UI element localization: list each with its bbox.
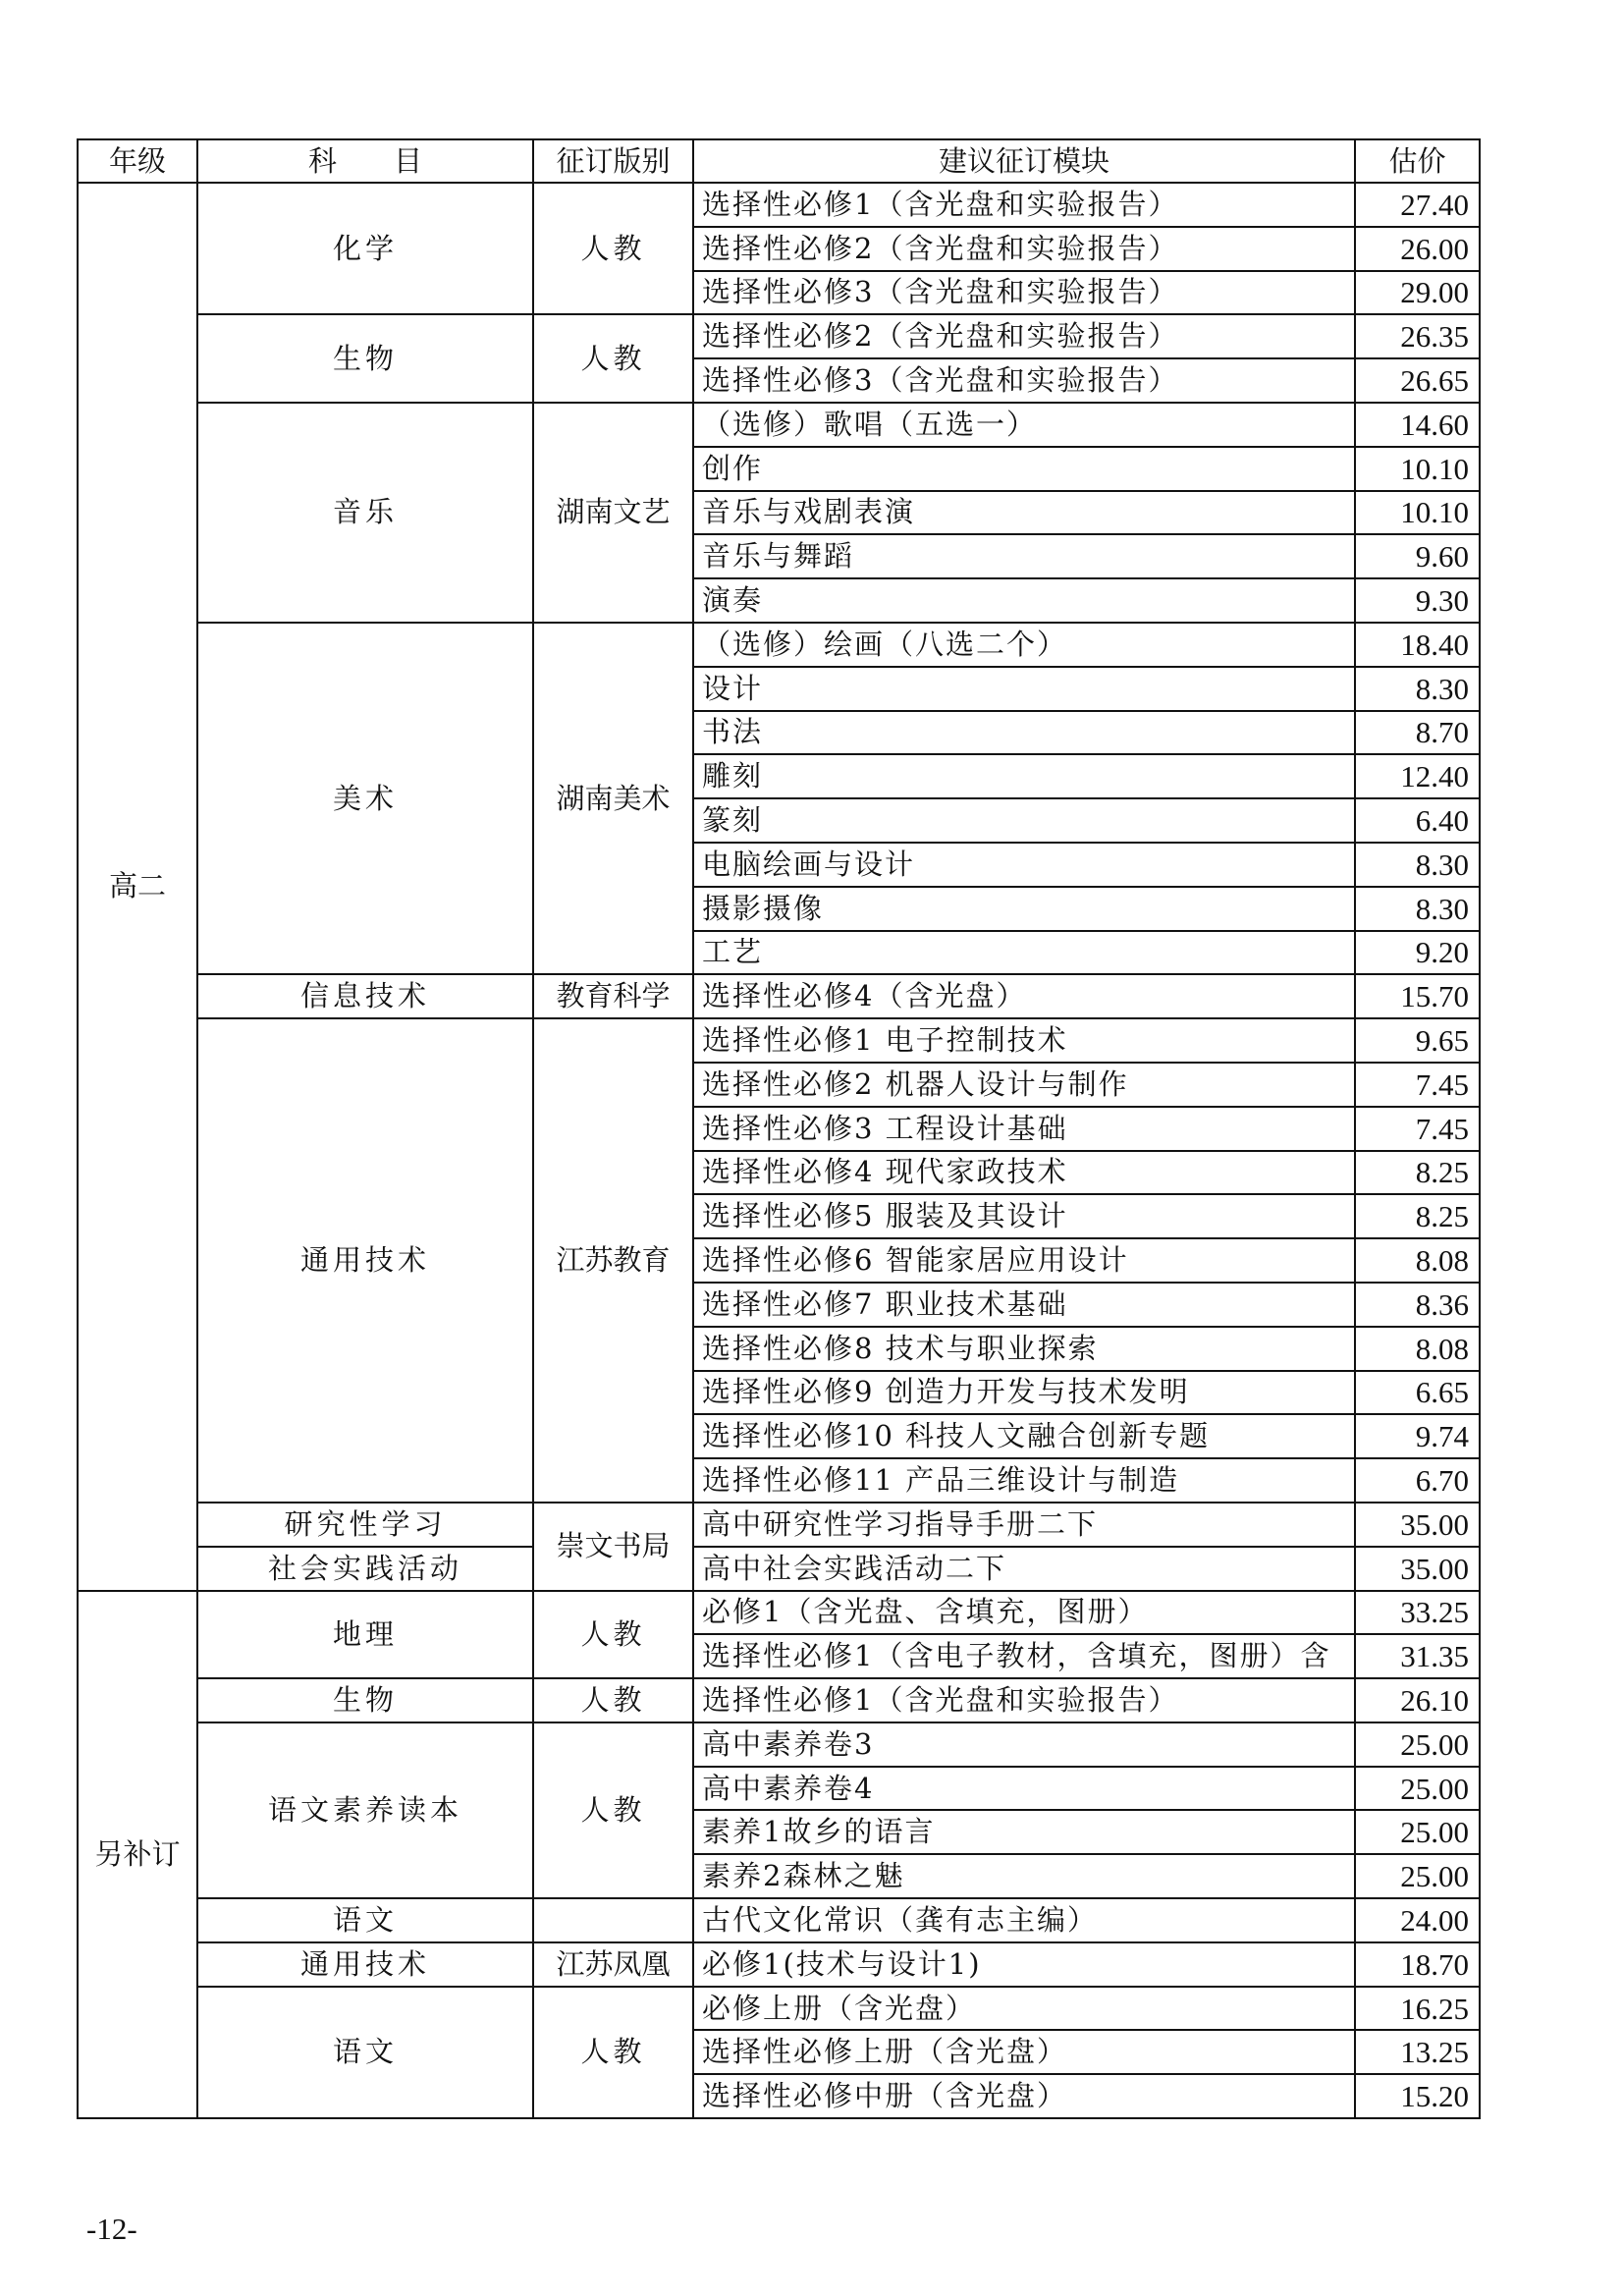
edition-cell: 江苏教育 (533, 1018, 693, 1503)
price-cell: 35.00 (1355, 1547, 1480, 1591)
subject-cell: 研究性学习 (197, 1503, 533, 1547)
table-row (78, 1547, 1480, 1591)
module-cell: 选择性必修4 现代家政技术 (693, 1151, 1355, 1195)
price-cell: 10.10 (1355, 491, 1480, 535)
edition-cell: 人教 (533, 183, 693, 314)
module-cell: 书法 (693, 711, 1355, 755)
price-cell: 8.30 (1355, 887, 1480, 931)
table-row (78, 1678, 1480, 1722)
price-cell: 27.40 (1355, 183, 1480, 227)
price-cell: 31.35 (1355, 1634, 1480, 1678)
price-cell: 8.30 (1355, 667, 1480, 711)
price-cell: 8.08 (1355, 1327, 1480, 1371)
module-cell: 设计 (693, 667, 1355, 711)
module-cell: 音乐与舞蹈 (693, 534, 1355, 578)
module-cell: 选择性必修3 工程设计基础 (693, 1107, 1355, 1151)
table-row (78, 1591, 1480, 1635)
table-row (78, 314, 1480, 358)
module-cell: 选择性必修3（含光盘和实验报告） (693, 358, 1355, 403)
price-cell: 6.40 (1355, 798, 1480, 843)
edition-cell: 崇文书局 (533, 1503, 693, 1591)
price-cell: 29.00 (1355, 271, 1480, 315)
module-cell: 素养2森林之魅 (693, 1854, 1355, 1898)
price-cell: 7.45 (1355, 1107, 1480, 1151)
subject-cell: 生物 (197, 1678, 533, 1722)
module-cell: 摄影摄像 (693, 887, 1355, 931)
module-cell: 高中社会实践活动二下 (693, 1547, 1355, 1591)
module-cell: 音乐与戏剧表演 (693, 491, 1355, 535)
price-cell: 26.35 (1355, 314, 1480, 358)
table-row (78, 1722, 1480, 1767)
table-row (78, 623, 1480, 667)
module-cell: 选择性必修3（含光盘和实验报告） (693, 271, 1355, 315)
price-cell: 9.60 (1355, 534, 1480, 578)
module-cell: 选择性必修4（含光盘） (693, 974, 1355, 1018)
price-cell: 8.25 (1355, 1194, 1480, 1238)
edition-cell: 人教 (533, 1591, 693, 1679)
price-cell: 15.20 (1355, 2074, 1480, 2118)
module-cell: 选择性必修2（含光盘和实验报告） (693, 314, 1355, 358)
table-row (78, 974, 1480, 1018)
price-cell: 8.30 (1355, 843, 1480, 887)
price-cell: 35.00 (1355, 1503, 1480, 1547)
price-cell: 9.74 (1355, 1414, 1480, 1458)
module-cell: 选择性必修1（含电子教材，含填充，图册）含 (693, 1634, 1355, 1678)
module-cell: 选择性必修10 科技人文融合创新专题 (693, 1414, 1355, 1458)
subject-cell: 语文 (197, 1987, 533, 2118)
module-cell: 选择性必修1（含光盘和实验报告） (693, 1678, 1355, 1722)
module-cell: 选择性必修5 服装及其设计 (693, 1194, 1355, 1238)
subject-cell: 语文 (197, 1898, 533, 1942)
table-row (78, 1503, 1480, 1547)
table-row (78, 403, 1480, 447)
grade-cell: 高二 (78, 183, 197, 1591)
price-cell: 6.65 (1355, 1371, 1480, 1415)
module-cell: 高中素养卷4 (693, 1767, 1355, 1811)
price-cell: 6.70 (1355, 1458, 1480, 1503)
table-row (78, 1018, 1480, 1063)
edition-cell: 江苏凤凰 (533, 1942, 693, 1987)
textbook-order-table (77, 138, 1481, 2119)
module-cell: （选修）歌唱（五选一） (693, 403, 1355, 447)
module-cell: 古代文化常识（龚有志主编） (693, 1898, 1355, 1942)
subject-cell: 音乐 (197, 403, 533, 623)
price-cell: 25.00 (1355, 1722, 1480, 1767)
subject-cell: 信息技术 (197, 974, 533, 1018)
price-cell: 18.40 (1355, 623, 1480, 667)
edition-cell: 人教 (533, 1987, 693, 2118)
module-cell: 选择性必修1 电子控制技术 (693, 1018, 1355, 1063)
module-cell: 工艺 (693, 931, 1355, 975)
module-cell: 选择性必修2 机器人设计与制作 (693, 1063, 1355, 1107)
price-cell: 26.00 (1355, 227, 1480, 271)
price-cell: 26.10 (1355, 1678, 1480, 1722)
price-cell: 8.25 (1355, 1151, 1480, 1195)
price-cell: 25.00 (1355, 1810, 1480, 1854)
price-cell: 12.40 (1355, 754, 1480, 798)
table-row (78, 1987, 1480, 2031)
price-cell: 25.00 (1355, 1854, 1480, 1898)
price-cell: 13.25 (1355, 2030, 1480, 2074)
module-cell: 必修1(技术与设计1) (693, 1942, 1355, 1987)
edition-cell: 人教 (533, 1722, 693, 1898)
module-cell: 高中素养卷3 (693, 1722, 1355, 1767)
table-row (78, 1942, 1480, 1987)
subject-cell: 化学 (197, 183, 533, 314)
module-cell: 选择性必修8 技术与职业探索 (693, 1327, 1355, 1371)
edition-cell: 人教 (533, 314, 693, 403)
module-cell: 选择性必修中册（含光盘） (693, 2074, 1355, 2118)
edition-cell: 湖南美术 (533, 623, 693, 974)
grade-cell: 另补订 (78, 1591, 197, 2119)
header-edition: 征订版别 (533, 139, 693, 183)
price-cell: 8.70 (1355, 711, 1480, 755)
edition-cell: 人教 (533, 1678, 693, 1722)
price-cell: 8.08 (1355, 1238, 1480, 1283)
price-cell: 33.25 (1355, 1591, 1480, 1635)
price-cell: 8.36 (1355, 1283, 1480, 1327)
module-cell: 创作 (693, 447, 1355, 491)
subject-cell: 通用技术 (197, 1018, 533, 1503)
module-cell: （选修）绘画（八选二个） (693, 623, 1355, 667)
price-cell: 16.25 (1355, 1987, 1480, 2031)
subject-cell: 语文素养读本 (197, 1722, 533, 1898)
header-subject: 科 目 (197, 139, 533, 183)
subject-cell: 社会实践活动 (197, 1547, 533, 1591)
subject-cell: 生物 (197, 314, 533, 403)
price-cell: 14.60 (1355, 403, 1480, 447)
module-cell: 选择性必修9 创造力开发与技术发明 (693, 1371, 1355, 1415)
price-cell: 9.65 (1355, 1018, 1480, 1063)
subject-cell: 地理 (197, 1591, 533, 1679)
edition-cell: 教育科学 (533, 974, 693, 1018)
subject-cell: 美术 (197, 623, 533, 974)
module-cell: 选择性必修11 产品三维设计与制造 (693, 1458, 1355, 1503)
price-cell: 26.65 (1355, 358, 1480, 403)
price-cell: 25.00 (1355, 1767, 1480, 1811)
table-header-row (78, 139, 1480, 183)
price-cell: 9.30 (1355, 578, 1480, 623)
table-row (78, 1898, 1480, 1942)
module-cell: 选择性必修1（含光盘和实验报告） (693, 183, 1355, 227)
module-cell: 选择性必修7 职业技术基础 (693, 1283, 1355, 1327)
subject-cell: 通用技术 (197, 1942, 533, 1987)
module-cell: 雕刻 (693, 754, 1355, 798)
page-number: -12- (86, 2212, 137, 2246)
edition-cell (533, 1898, 693, 1942)
table-row (78, 183, 1480, 227)
price-cell: 18.70 (1355, 1942, 1480, 1987)
header-grade: 年级 (78, 139, 197, 183)
module-cell: 选择性必修2（含光盘和实验报告） (693, 227, 1355, 271)
module-cell: 选择性必修上册（含光盘） (693, 2030, 1355, 2074)
module-cell: 演奏 (693, 578, 1355, 623)
edition-cell: 湖南文艺 (533, 403, 693, 623)
module-cell: 选择性必修6 智能家居应用设计 (693, 1238, 1355, 1283)
module-cell: 必修1（含光盘、含填充，图册） (693, 1591, 1355, 1635)
header-module: 建议征订模块 (693, 139, 1355, 183)
module-cell: 高中研究性学习指导手册二下 (693, 1503, 1355, 1547)
module-cell: 电脑绘画与设计 (693, 843, 1355, 887)
module-cell: 篆刻 (693, 798, 1355, 843)
price-cell: 15.70 (1355, 974, 1480, 1018)
module-cell: 必修上册（含光盘） (693, 1987, 1355, 2031)
price-cell: 24.00 (1355, 1898, 1480, 1942)
price-cell: 9.20 (1355, 931, 1480, 975)
price-cell: 10.10 (1355, 447, 1480, 491)
module-cell: 素养1故乡的语言 (693, 1810, 1355, 1854)
header-price: 估价 (1355, 139, 1480, 183)
price-cell: 7.45 (1355, 1063, 1480, 1107)
